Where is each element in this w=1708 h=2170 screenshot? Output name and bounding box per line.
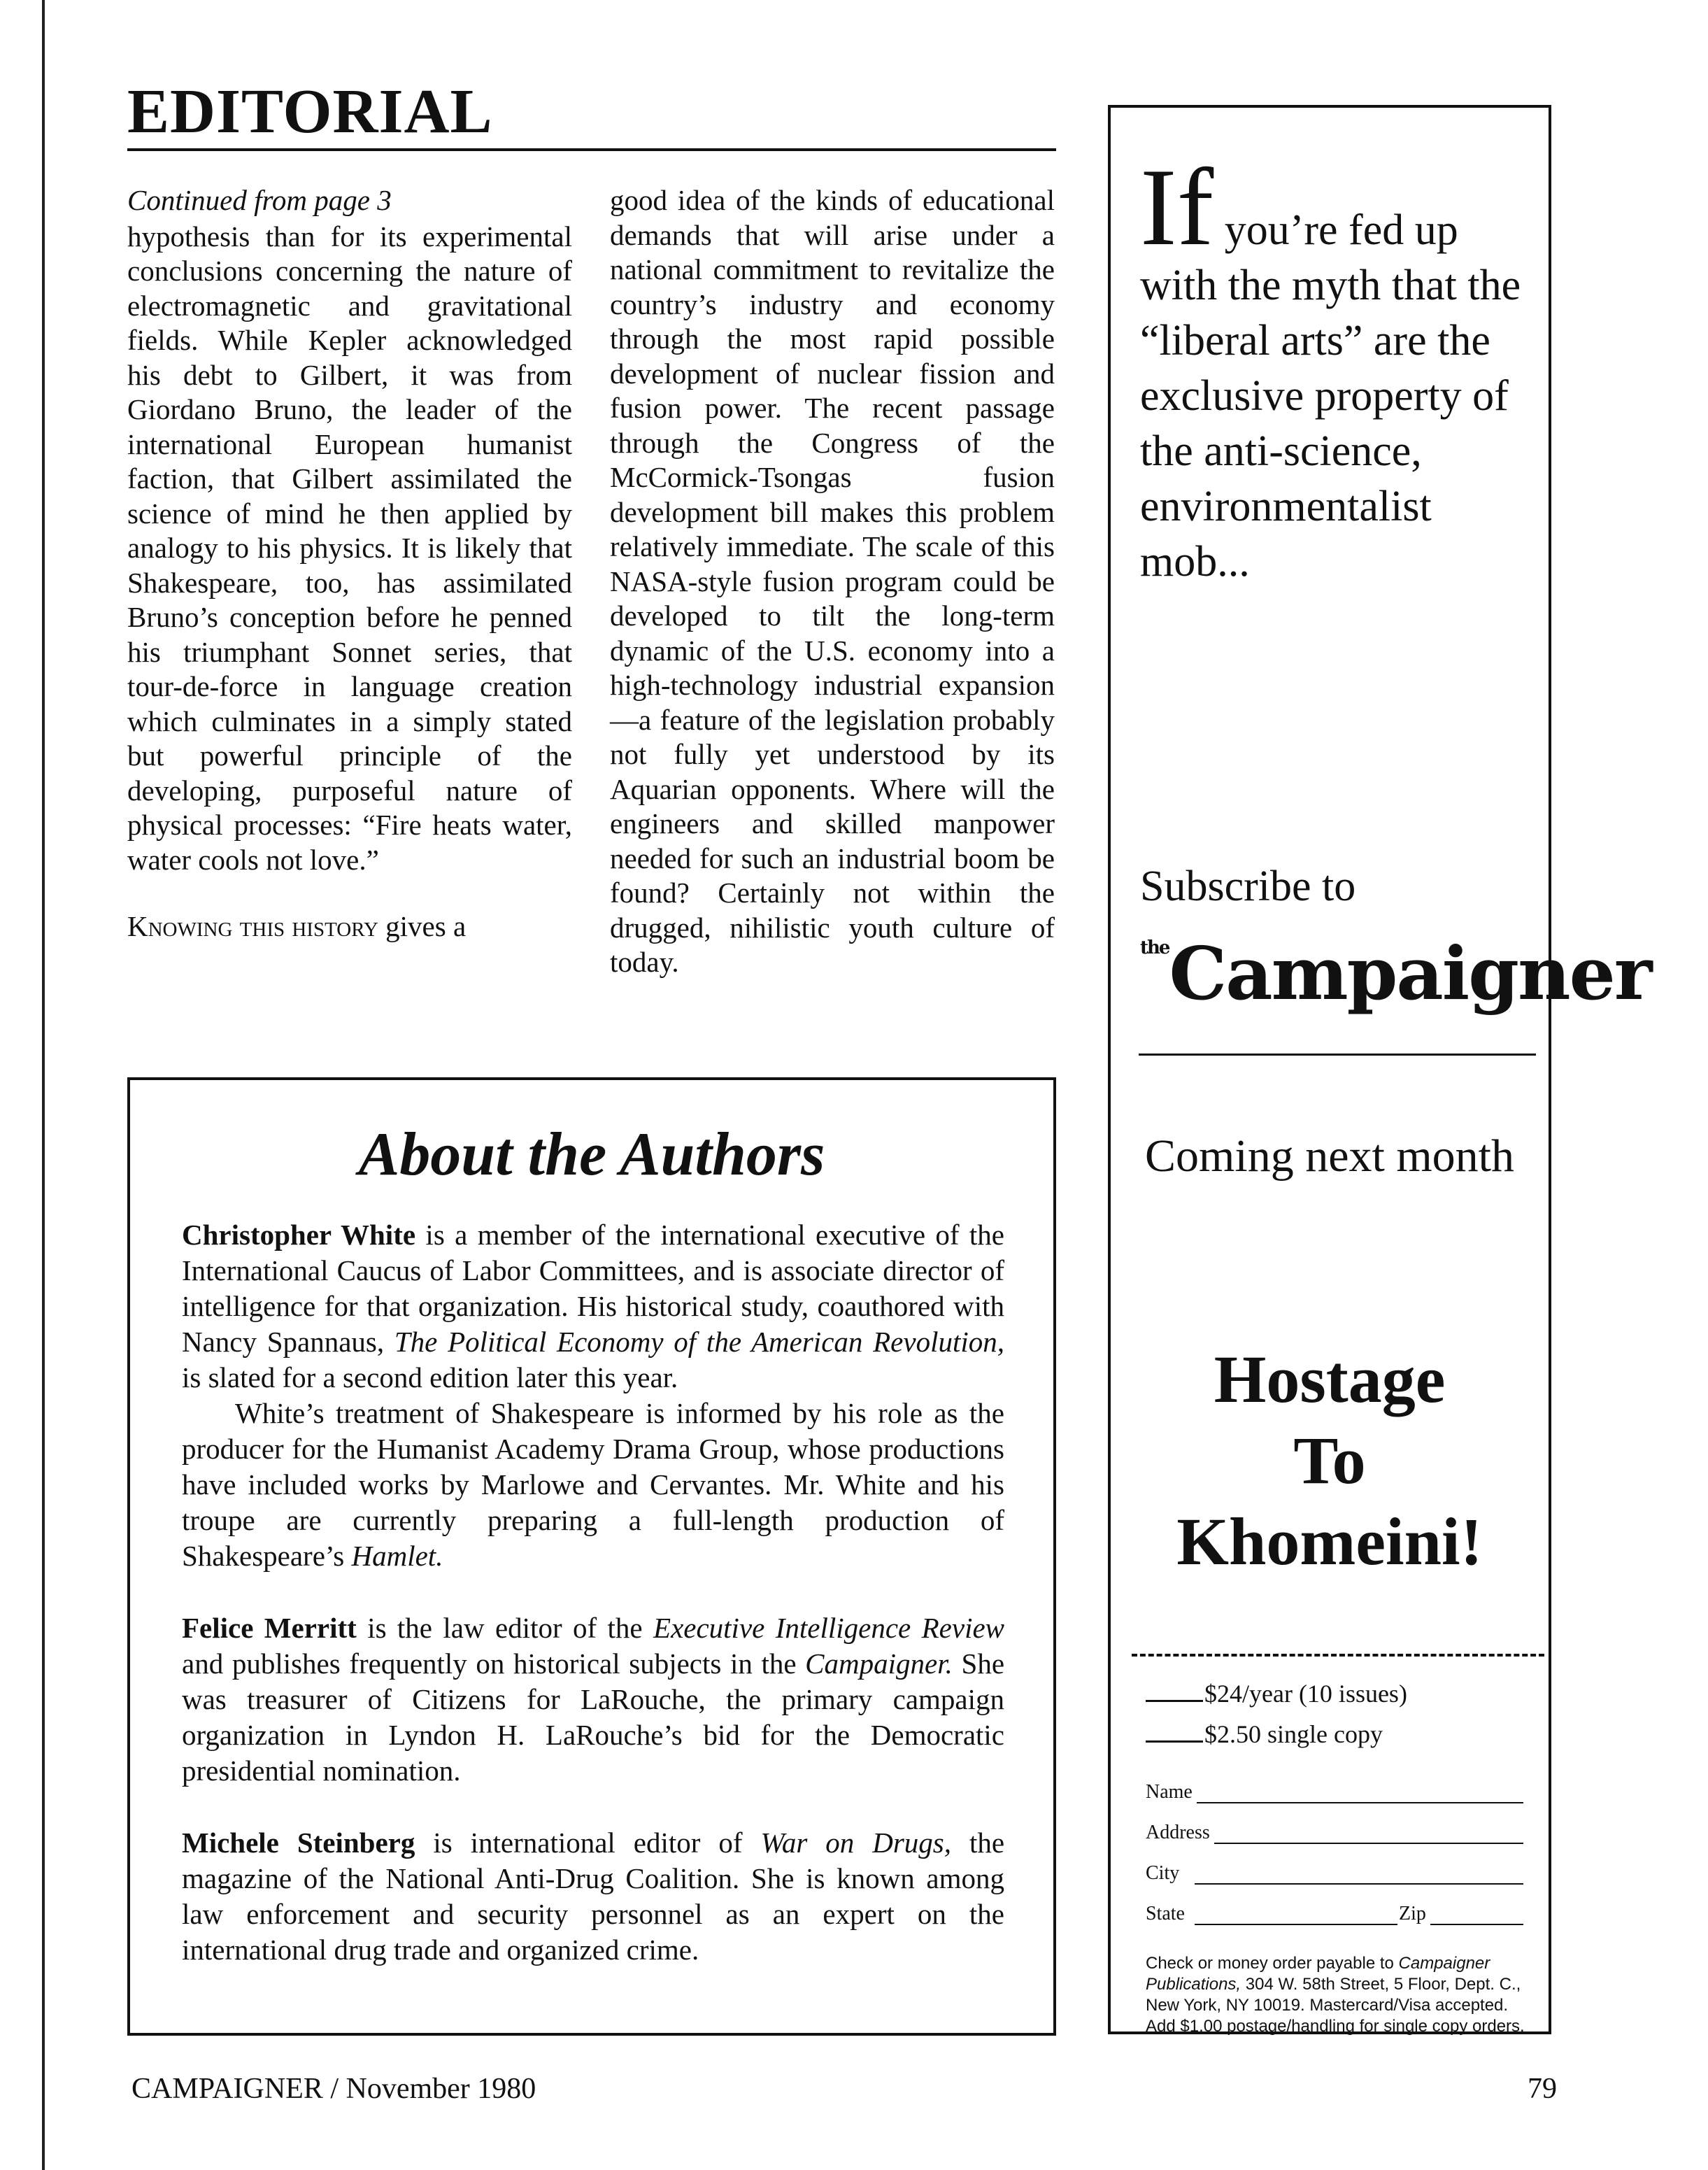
price-option-year: $24/year (10 issues) <box>1146 1679 1407 1708</box>
page-edge-rule <box>42 0 45 2170</box>
drop-initial: If <box>1140 146 1214 269</box>
address-line[interactable] <box>1214 1826 1523 1844</box>
subscribe-label: Subscribe to <box>1140 863 1356 910</box>
author-name: Felice Merritt <box>182 1612 357 1644</box>
zip-line[interactable] <box>1430 1907 1523 1925</box>
author-name: Michele Steinberg <box>182 1827 415 1859</box>
article-paragraph: hypothesis than for its experimental conclusions concerning the nature of electromagnetic and gravitational fields. While Kepler acknowledged his debt to Gilbert, it was from Giordano Bruno, the leader of the international European humanist faction, that Gilbert assimilated the science of mind he then applied by analogy to his physics. It is likely that Shakespeare, too, has assimilated Bruno’s conception before he penned his triumphant Sonnet series, that tour-de-force in language creation which culminates in a simply stated but powerful principle of the developing, purposeful nature of physical processes: “Fire heats water, water cools not love.” <box>127 220 572 876</box>
author-bio: Christopher White is a member of the international executive of the International Caucus of Labor Committees, and is associate director of intelligence for that organization. His historical study, coauthored with Nancy Spannaus, The Political Economy of the American Revolution, is slated for a second edition later this year. <box>182 1219 1005 1394</box>
title-rule <box>127 148 1056 151</box>
author-name: Christopher White <box>182 1219 416 1251</box>
footer-publication: CAMPAIGNER / November 1980 <box>131 2073 536 2105</box>
city-line[interactable] <box>1195 1866 1523 1885</box>
checkbox-blank[interactable] <box>1146 1721 1203 1743</box>
address-field: Address <box>1146 1822 1523 1844</box>
author-bio: White’s treatment of Shakespeare is informed by his role as the producer for the Humanist Academy Drama Group, whose productions have included works by Marlowe and Cervantes. Mr. White and his troupe are currently preparing a full-length production of Shakespeare’s Hamlet. <box>182 1397 1004 1572</box>
continued-note: Continued from page 3 <box>127 184 392 216</box>
authors-body <box>182 1217 1004 1968</box>
checkbox-blank[interactable] <box>1146 1680 1203 1702</box>
magazine-logo: $^{the}$Campaigner <box>1140 930 1651 1016</box>
state-zip-field: State Zip <box>1146 1903 1523 1925</box>
authors-title: About the Authors <box>358 1121 825 1189</box>
price-option-single: $2.50 single copy <box>1146 1719 1383 1749</box>
article-paragraph: good idea of the kinds of educational demands that will arise under a national commitment to revitalize the country’s industry and economy through the most rapid possible development of nuclear fission and fusion power. The recent passage through the Congress of the McCormick-Tsongas fusion development bill makes this problem relatively immediate. The scale of this NASA-style fusion program could be developed to tilt the long-term dynamic of the U.S. economy into a high-technology industrial expansion—a feature of the legislation probably not fully yet understood by its Aquarian opponents. Where will the engineers and skilled manpower needed for such an industrial boom be found? Certainly not within the drugged, nihilistic youth culture of today. <box>610 184 1055 978</box>
subscription-ad <box>1108 105 1651 2036</box>
article-paragraph: Knowing this history gives a <box>127 910 467 942</box>
name-line[interactable] <box>1197 1785 1523 1803</box>
coming-next-label: Coming next month <box>1145 1130 1514 1182</box>
state-line[interactable] <box>1195 1907 1397 1925</box>
author-bio: Felice Merritt is the law editor of the Executive Intelligence Review and publishes frequently on historical subjects in the Campaigner. She was treasurer of Citizens for LaRouche, the primary campaign organization in Lyndon H. LaRouche’s bid for the Democratic presidential nomination. <box>182 1612 1005 1787</box>
cut-line <box>1132 1654 1544 1657</box>
about-authors-box <box>127 1077 1056 2036</box>
page-number: 79 <box>1528 2073 1557 2105</box>
ad-divider <box>1139 1054 1536 1056</box>
section-title: EDITORIAL <box>127 77 493 146</box>
article-column-right <box>610 183 1055 980</box>
author-bio: Michele Steinberg is international editor of War on Drugs, the magazine of the National Anti-Drug Coalition. She is known among law enforcement and security personnel as an expert on the international drug trade and organized crime. <box>182 1827 1005 1966</box>
article-column-left <box>127 183 572 944</box>
play-title: Hamlet. <box>351 1540 443 1572</box>
ad-pitch: If you’re fed up with the myth that the “liberal arts” are the exclusive property of the anti-science, environmentalist mob... <box>1140 146 1521 586</box>
order-instructions: Check or money order payable to Campaigner Publications, 304 W. 58th Street, 5 Floor, Dept. C., New York, NY 10019. Mastercard/Visa accepted. Add $1.00 postage/handling for single copy orders. <box>1146 1954 1525 2036</box>
lead-in: Knowing this history <box>127 910 378 942</box>
name-field: Name <box>1146 1781 1523 1803</box>
next-issue-headline: Hostage To Khomeini! <box>1176 1342 1483 1579</box>
city-field: City <box>1146 1862 1523 1885</box>
book-title: The Political Economy of the American Revolution, <box>394 1326 1004 1358</box>
